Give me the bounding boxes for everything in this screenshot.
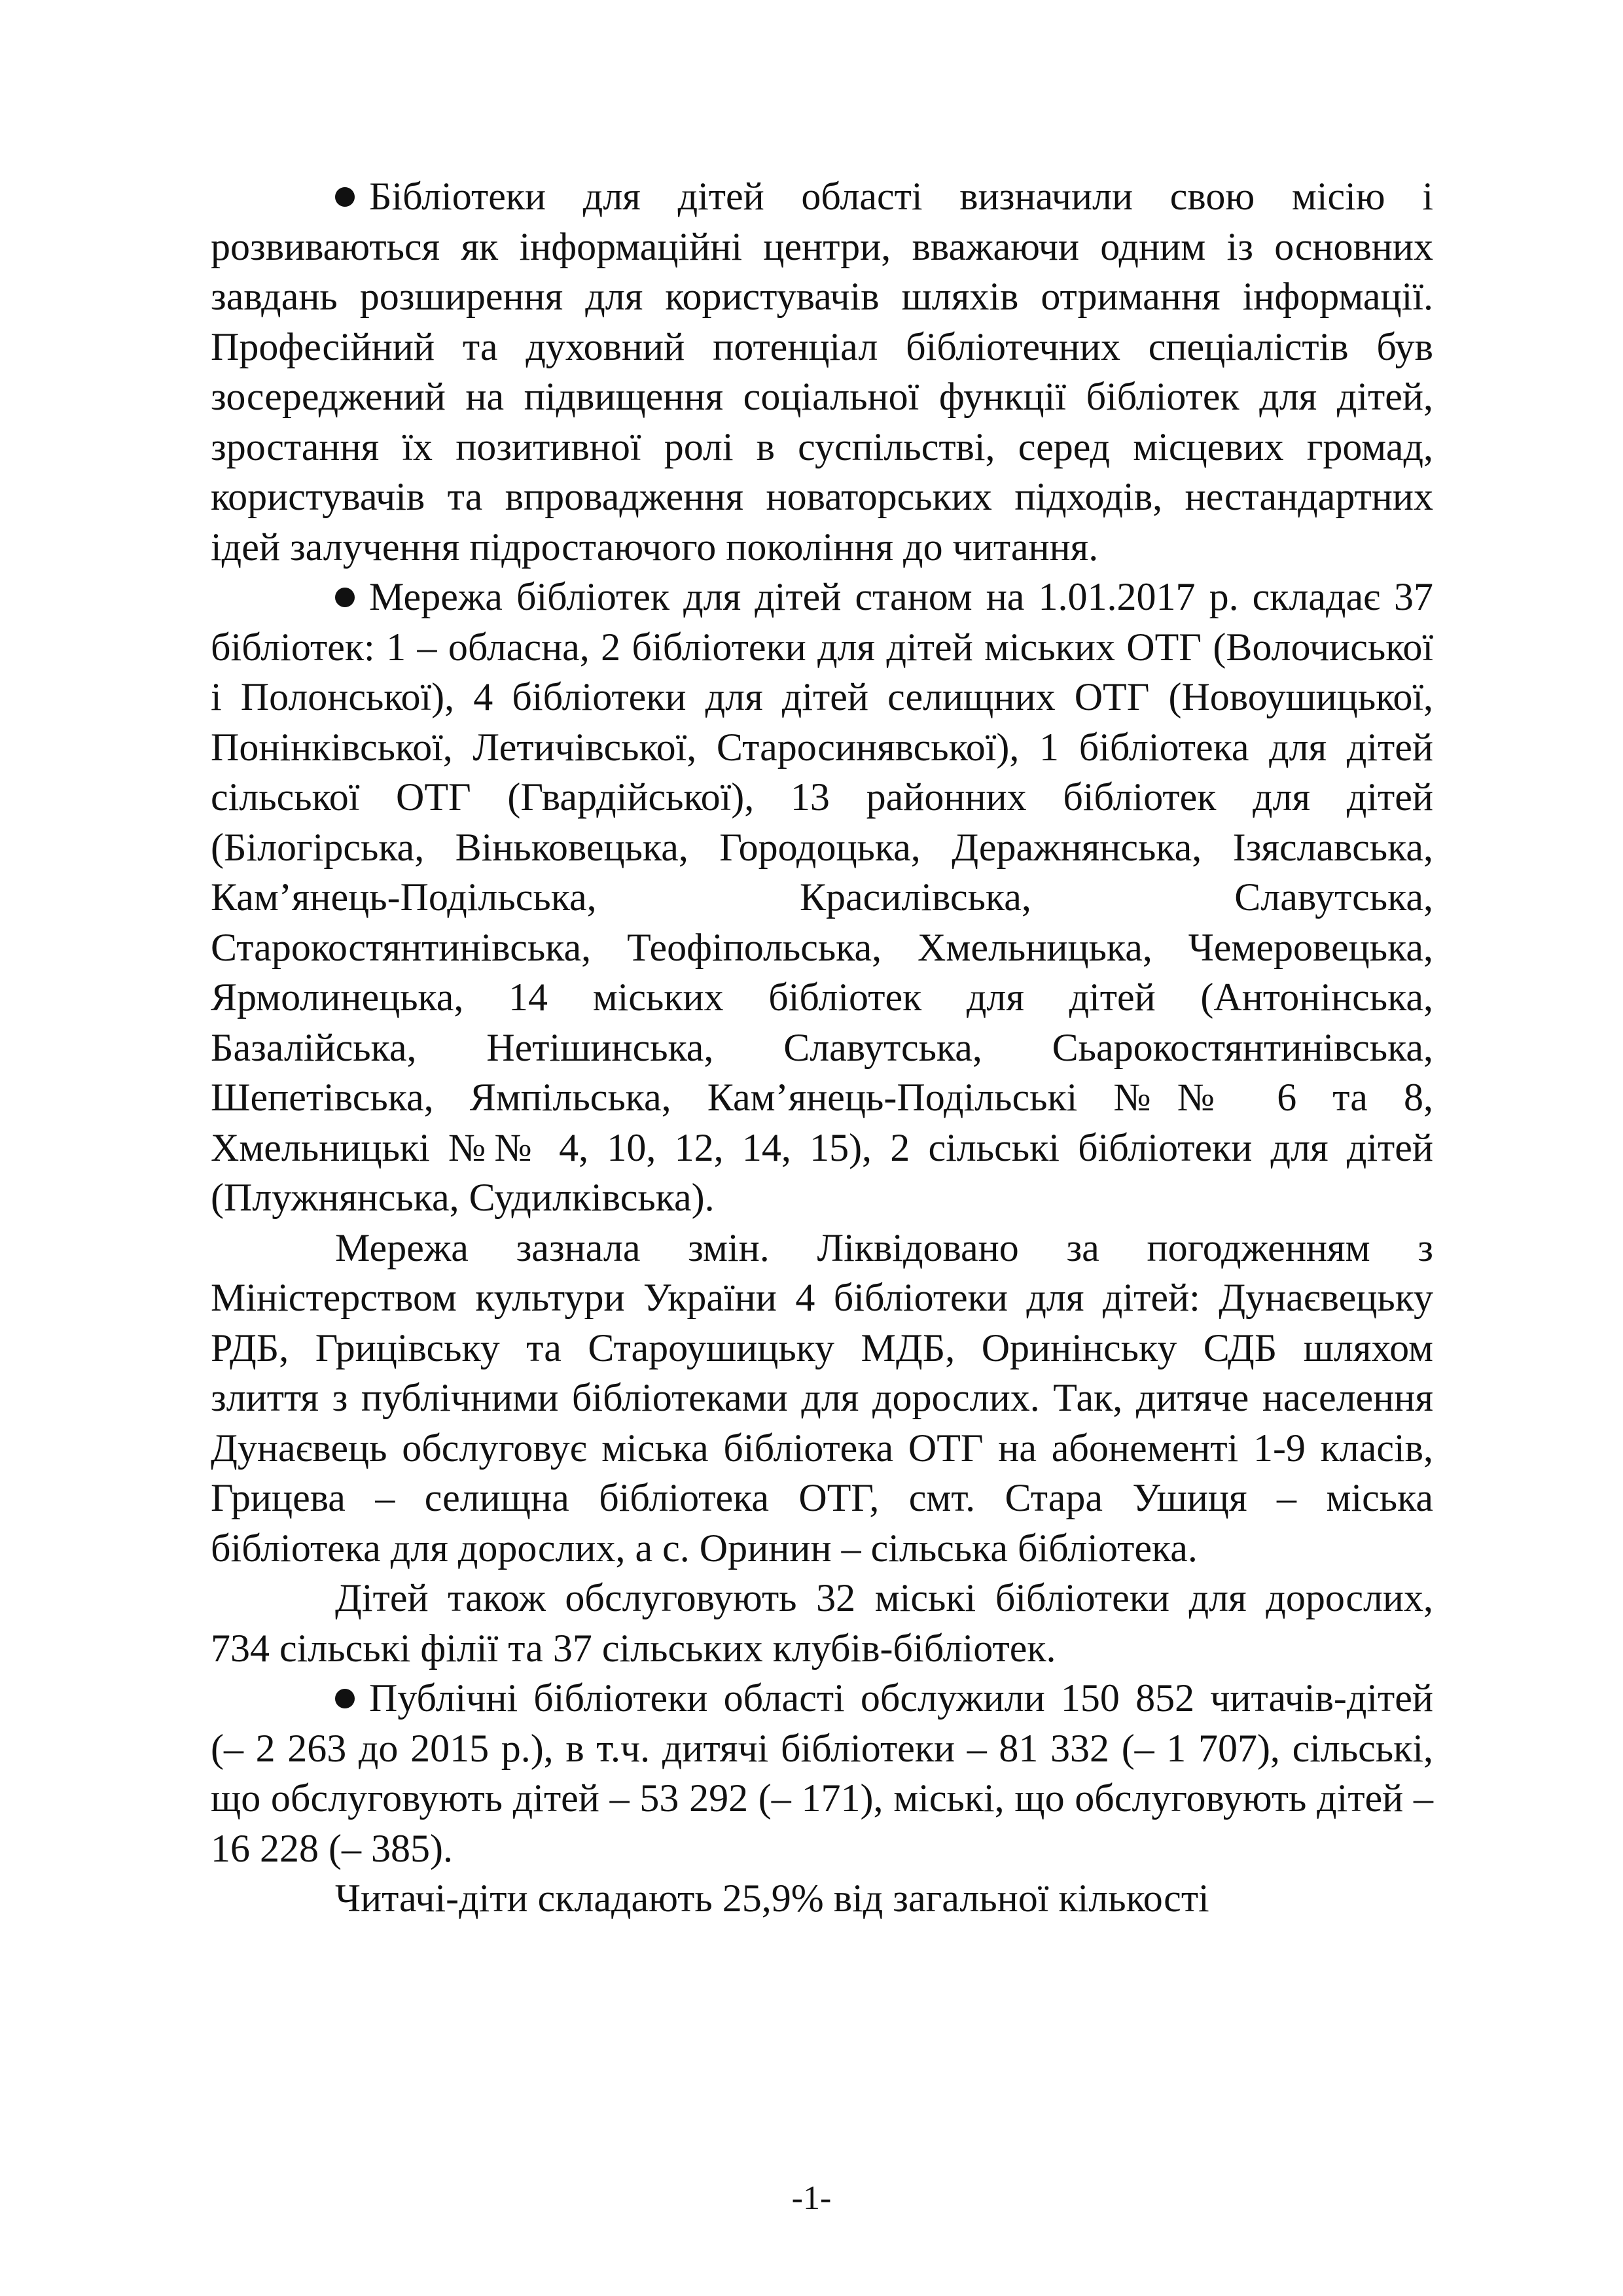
paragraph-text: Публічні бібліотеки області обслужили 150 852 читачів-дітей (– 2 263 до 2015 р.), в т.ч. дитячі бібліотеки – 81 332 (– 1 707), сільські, що обслуговують дітей – 53 292 (– 171), міські, що обслуговують дітей – 16 228 (– 385). (211, 1676, 1433, 1870)
paragraph-network-changes (211, 1223, 1433, 1574)
paragraph-text: Дітей також обслуговують 32 міські бібліотеки для дорослих, 734 сільські філії та 37 сільських клубів-бібліотек. (211, 1576, 1433, 1670)
page-number: -1- (791, 2180, 832, 2217)
paragraph-adult-libraries (211, 1573, 1433, 1673)
paragraph-readers-share (211, 1873, 1433, 1924)
document-body (211, 171, 1433, 1924)
paragraph-network (211, 572, 1433, 1223)
paragraph-text: Бібліотеки для дітей області визначили свою місію і розвиваються як інформаційні центри, вважаючи одним із основних завдань розширення для користувачів шляхів отримання інформації. Професійний та духовний потенціал бібліотечних спеціалістів був зосереджений на підвищення соціальної функції бібліотек для дітей, зростання їх позитивної ролі в суспільстві, серед місцевих громад, користувачів та впровадження новаторських підходів, нестандартних ідей залучення підростаючого покоління до читання. (211, 175, 1433, 569)
paragraph-text: Мережа зазнала змін. Ліквідовано за погодженням з Міністерством культури України 4 бібліотеки для дітей: Дунаєвецьку РДБ, Грицівську та Староушицьку МДБ, Оринінську СДБ шляхом злиття з публічними бібліотеками для дорослих. Так, дитяче населення Дунаєвець обслуговує міська бібліотека ОТГ на абонементі 1-9 класів, Грицева – селищна бібліотека ОТГ, смт. Стара Ушиця – міська бібліотека для дорослих, а с. Оринин – сільська бібліотека. (211, 1226, 1433, 1570)
paragraph-text: Читачі-діти складають 25,9% від загальної кількості (335, 1877, 1209, 1920)
paragraph-readers (211, 1673, 1433, 1873)
bullet-icon (335, 1689, 355, 1708)
bullet-icon (335, 187, 355, 207)
paragraph-mission (211, 171, 1433, 572)
bullet-icon (335, 588, 355, 607)
paragraph-text: Мережа бібліотек для дітей станом на 1.01.2017 р. складає 37 бібліотек: 1 – обласна, 2 бібліотеки для дітей міських ОТГ (Волочиської і Полонської), 4 бібліотеки для дітей селищних ОТГ (Новоушицької, Понінківської, Летичівської, Старосинявської), 1 бібліотека для дітей сільської ОТГ (Гвардійської), 13 районних бібліотек для дітей (Білогірська, Віньковецька, Городоцька, Деражнянська, Ізяславська, Кам’янець-Подільська, Красилівська, Славутська, Старокостянтинівська, Теофіпольська, Хмельницька, Чемеровецька, Ярмолинецька, 14 міських бібліотек для дітей (Антонінська, Базалійська, Нетішинська, Славутська, Сьарокостянтинівська, Шепетівська, Ямпільська, Кам’янець-Подільські №№ 6 та 8, Хмельницькі №№ 4, 10, 12, 14, 15), 2 сільські бібліотеки для дітей (Плужнянська, Судилківська). (211, 575, 1433, 1219)
